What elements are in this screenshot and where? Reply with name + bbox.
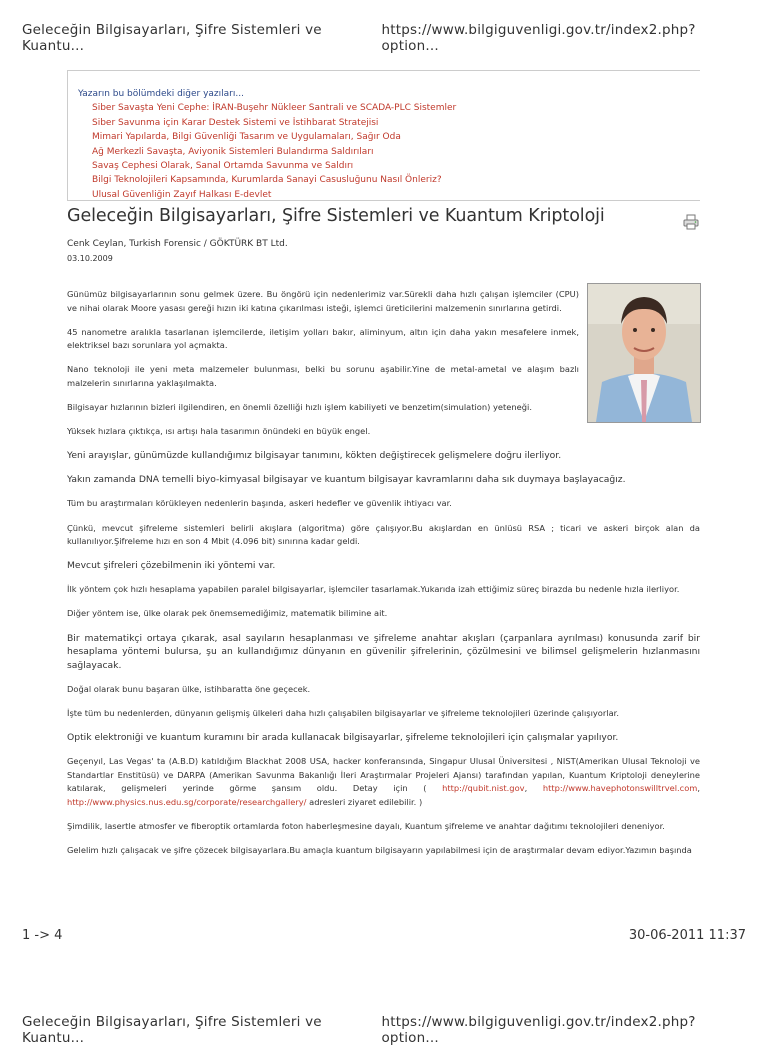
paragraph: Şimdilik, lasertle atmosfer ve fiberoptik ortamlarda foton haberleşmesine dayalı, Kuantum şifreleme ve anahtar dağıtımı teknolojileri deneniyor. bbox=[67, 820, 665, 831]
paragraph: 45 nanometre aralıkla tasarlanan işlemcilerde, iletişim yolları bakır, aliminyum, altın için daha yakın mesafelere inmek, elektriksel bazı sorunlara yol açmakta. bbox=[67, 326, 579, 351]
external-link[interactable]: http://www.physics.nus.edu.sg/corporate/researchgallery/ bbox=[67, 796, 307, 807]
print-header-next-page bbox=[22, 1014, 746, 1046]
page-indicator: 1 -> 4 bbox=[22, 928, 63, 943]
print-header bbox=[22, 22, 746, 54]
document-title: Geleceğin Bilgisayarları, Şifre Sistemleri ve Kuantu... bbox=[22, 22, 322, 54]
related-article-link[interactable]: Ağ Merkezli Savaşta, Aviyonik Sistemleri Bulandırma Saldırıları bbox=[92, 146, 374, 157]
print-timestamp: 30-06-2011 11:37 bbox=[628, 928, 746, 943]
paragraph: Yüksek hızlara çıktıkça, ısı artışı hala tasarımın önündeki en büyük engel. bbox=[67, 426, 371, 437]
paragraph: Mevcut şifreleri çözebilmenin iki yöntemi var. bbox=[67, 560, 276, 572]
print-icon[interactable] bbox=[683, 214, 699, 230]
paragraph: Diğer yöntem ise, ülke olarak pek önemsemediğimiz, matematik bilimine ait. bbox=[67, 608, 388, 619]
external-link[interactable]: http://qubit.nist.gov bbox=[442, 783, 525, 794]
paragraph: Nano teknoloji ile yeni meta malzemeler bulunması, belki bu sorunu aşabilir.Yine de metal-ametal ve alaşım bazlı malzelerin sınırlarına yaklaşılmakta. bbox=[67, 364, 579, 388]
related-article-link[interactable]: Siber Savunma için Karar Destek Sistemi ve İstihbarat Stratejisi bbox=[92, 117, 379, 128]
document-url: https://www.bilgiguvenligi.gov.tr/index2.php?option... bbox=[381, 1014, 696, 1046]
paragraph: Doğal olarak bunu başaran ülke, istihbaratta öne geçecek. bbox=[67, 683, 311, 694]
paragraph: Bir matematikçi ortaya çıkarak, asal sayıların hesaplanması ve şifreleme anahtar akışları (çarpanlara ayrılması) konusunda zarif bir hesaplama yöntemi bulursa, şu an kullandığımız dünyanın en güvenilir şifrelerinin, çözülmesini ve bilimsel gelişmelerin hızlanmasını sağlayacak. bbox=[67, 632, 700, 671]
related-article-link[interactable]: Bilgi Teknolojileri Kapsamında, Kurumlarda Sanayi Casusluğunu Nasıl Önleriz? bbox=[92, 175, 442, 186]
paragraph: Günümüz bilgisayarlarının sonu gelmek üzere. Bu öngörü için nedenlerimiz var.Sürekli daha hızlı çalışan işlemciler (CPU) ve nihai olarak Moore yasası gereği hızın iki katına çıkarılması isteği, işlemci üreticilerini malzemenin sınırlarına getirdi. bbox=[67, 289, 579, 313]
related-article-link[interactable]: Ulusal Güvenliğin Zayıf Halkası E-devlet bbox=[92, 189, 272, 200]
paragraph: Bilgisayar hızlarının bizleri ilgilendiren, en önemli özelliği hızlı işlem kabiliyeti ve benzetim(simulation) yeteneği. bbox=[67, 402, 532, 413]
paragraph: Tüm bu araştırmaları körükleyen nedenlerin başında, askeri hedefler ve güvenlik ihtiyacı var. bbox=[67, 498, 452, 509]
external-link[interactable]: http://www.havephotonswilltrvel.com bbox=[542, 783, 698, 794]
article-title: Geleceğin Bilgisayarları, Şifre Sistemleri ve Kuantum Kriptoloji bbox=[67, 206, 605, 226]
related-articles-list bbox=[78, 101, 700, 202]
article-body bbox=[67, 288, 700, 868]
related-article-link[interactable]: Savaş Cephesi Olarak, Sanal Ortamda Savunma ve Saldırı bbox=[92, 161, 354, 172]
related-articles-box bbox=[67, 70, 700, 201]
related-article-link[interactable]: Mimari Yapılarda, Bilgi Güvenliği Tasarım ve Uygulamaları, Sağır Oda bbox=[92, 132, 401, 143]
paragraph: Yakın zamanda DNA temelli biyo-kimyasal bilgisayar ve kuantum bilgisayar kavramlarını daha sık duymaya başlayacağız. bbox=[67, 474, 626, 486]
related-article-link[interactable]: Siber Savaşta Yeni Cephe: İRAN-Buşehr Nükleer Santrali ve SCADA-PLC Sistemler bbox=[92, 103, 457, 114]
paragraph: İlk yöntem çok hızlı hesaplama yapabilen paralel bilgisayarlar, işlemciler tasarlamak.Yukarıda izah ettiğimiz süreç birazda bu nedenle hızla ilerliyor. bbox=[67, 584, 680, 595]
paragraph: Çünkü, mevcut şifreleme sistemleri belirli akışlara (algoritma) göre çalışıyor.Bu akışlardan en ünlüsü RSA ; ticari ve askeri birçok alan da kullanılıyor.Şifreleme hızı en son 4 Mbit (4.096 bit) sınırına kadar geldi. bbox=[67, 522, 700, 547]
article-date: 03.10.2009 bbox=[67, 254, 113, 263]
paragraph-with-links: Geçenyıl, Las Vegas' ta (A.B.D) katıldığım Blackhat 2008 USA, hacker konferansında, Singapur Ulusal Üniversitesi , NIST(Amerikan Ulusal Teknoloji ve Standartlar Enstitüsü) ve DARPA (Amerikan Savunma Bakanlığı İleri Araştırmalar Projeleri Ajansı) tarafından yapılan, Kuantum Kriptoloji deneylerine katılarak, gelişmeleri yerinde görme şansım oldu. Detay için ( http://qubit.nist.gov, http://www.havephotonswilltrvel.com, http://www.physics.nus.edu.sg/corporate/researchgallery/ adresleri ziyaret edilebilir. ) bbox=[67, 756, 701, 807]
paragraph: Optik elektroniği ve kuantum kuramını bir arada kullanacak bilgisayarlar, şifreleme teknolojileri için çalışmalar yapılıyor. bbox=[67, 731, 619, 743]
paragraph: Gelelim hızlı çalışacak ve şifre çözecek bilgisayarlara.Bu amaçla kuantum bilgisayarın yapılabilmesi için de araştırmalar devam ediyor.Yazımın başında bbox=[67, 845, 692, 856]
document-title: Geleceğin Bilgisayarları, Şifre Sistemleri ve Kuantu... bbox=[22, 1014, 322, 1046]
paragraph: İşte tüm bu nedenlerden, dünyanın gelişmiş ülkeleri daha hızlı çalışabilen bilgisayarlar ve şifreleme teknolojileri üzerinde çalışıyorlar. bbox=[67, 707, 619, 718]
paragraph: Yeni arayışlar, günümüzde kullandığımız bilgisayar tanımını, kökten değiştirecek gelişmelere doğru ilerliyor. bbox=[67, 450, 562, 462]
related-articles-heading: Yazarın bu bölümdeki diğer yazıları... bbox=[78, 89, 244, 99]
article-author: Cenk Ceylan, Turkish Forensic / GÖKTÜRK BT Ltd. bbox=[67, 239, 288, 249]
document-url: https://www.bilgiguvenligi.gov.tr/index2.php?option... bbox=[381, 22, 696, 54]
